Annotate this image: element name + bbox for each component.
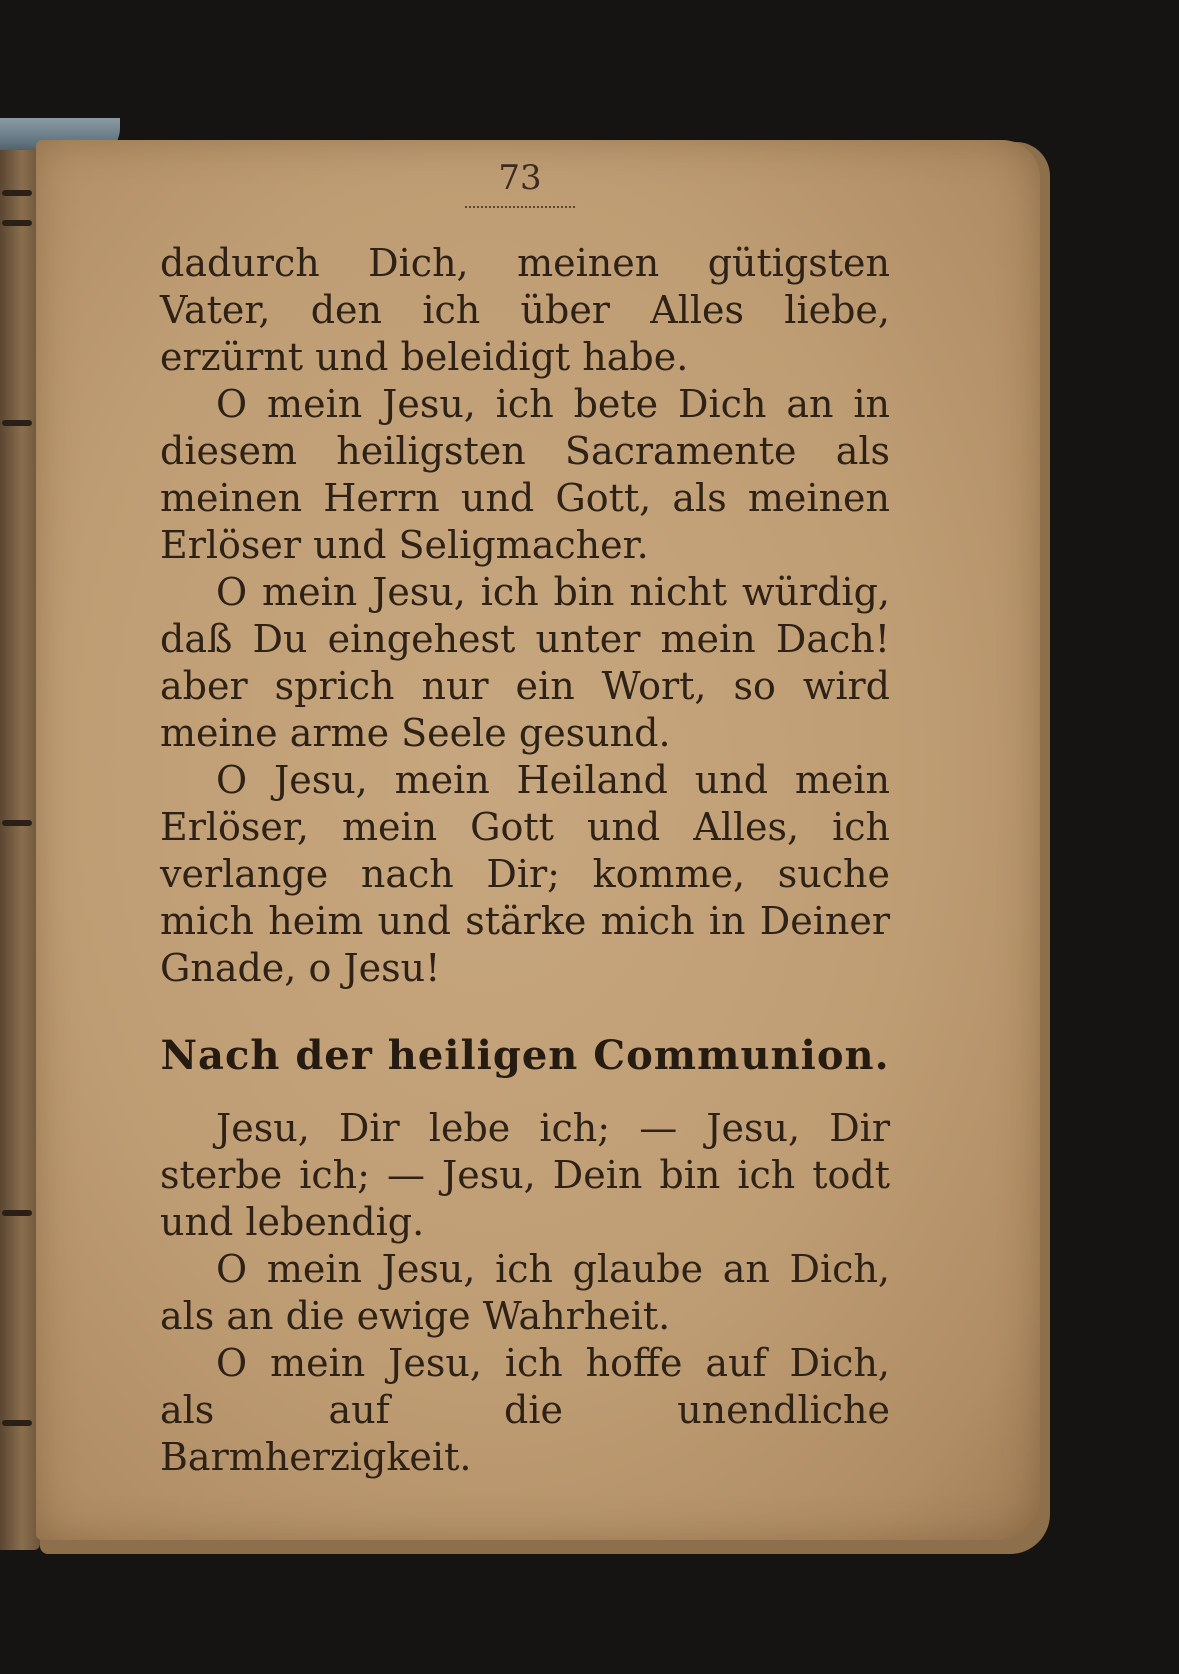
page-text bbox=[160, 240, 890, 1481]
paragraph: O mein Jesu, ich glaube an Dich, als an die ewige Wahrheit. bbox=[160, 1247, 890, 1338]
paragraph: dadurch Dich, meinen gütigsten Vater, den ich über Alles liebe, erzürnt und beleidigt habe. bbox=[160, 241, 890, 379]
paragraph: Jesu, Dir lebe ich; — Jesu, Dir sterbe ich; — Jesu, Dein bin ich todt und lebendig. bbox=[160, 1106, 890, 1244]
binding-stitch bbox=[2, 220, 32, 226]
section-heading: Nach der heiligen Communion. bbox=[160, 1032, 890, 1079]
binding-stitch bbox=[2, 1420, 32, 1426]
page-number: 73 bbox=[498, 158, 542, 198]
binding-stitch bbox=[2, 190, 32, 196]
page-number-rule bbox=[465, 206, 575, 208]
binding-stitch bbox=[2, 820, 32, 826]
left-page-edge bbox=[0, 150, 40, 1550]
paragraph: O mein Jesu, ich bete Dich an in diesem heiligsten Sacramente als meinen Herrn und Gott, als meinen Erlöser und Seligmacher. bbox=[160, 382, 890, 567]
paragraph: O mein Jesu, ich hoffe auf Dich, als auf die unendliche Barmherzigkeit. bbox=[160, 1341, 890, 1479]
binding-stitch bbox=[2, 420, 32, 426]
paragraph: O mein Jesu, ich bin nicht würdig, daß Du eingehest unter mein Dach! aber sprich nur ein Wort, so wird meine arme Seele gesund. bbox=[160, 570, 890, 755]
paragraph: O Jesu, mein Heiland und mein Erlöser, mein Gott und Alles, ich verlange nach Dir; komme, suche mich heim und stärke mich in Deiner Gnade, o Jesu! bbox=[160, 758, 890, 990]
binding-stitch bbox=[2, 1210, 32, 1216]
